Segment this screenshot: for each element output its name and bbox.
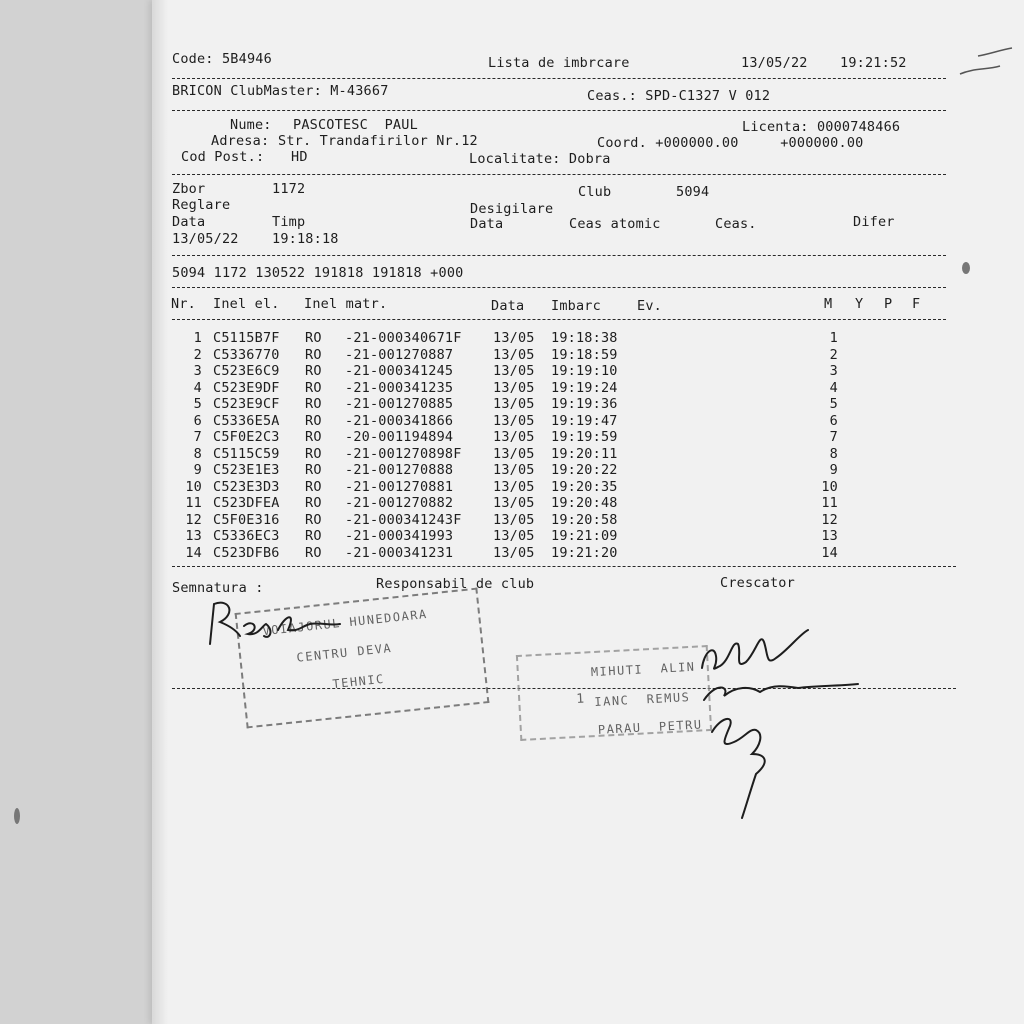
cell-date: 13/05 xyxy=(493,511,535,528)
cell-inel-el: C5F0E2C3 xyxy=(213,429,280,445)
cell-country: RO xyxy=(305,478,322,495)
breeder-label: Crescator xyxy=(720,575,795,591)
clock-label: Ceas. xyxy=(715,216,757,232)
cell-inel-matr: -21-000340671F xyxy=(345,330,462,346)
scan-speck xyxy=(14,808,20,824)
cell-country: RO xyxy=(305,495,322,511)
cell-inel-matr: -21-000341231 xyxy=(345,544,454,561)
cell-country: RO xyxy=(305,363,322,379)
reglare-date: 13/05/22 xyxy=(172,231,239,247)
owner-name: PASCOTESC PAUL xyxy=(293,117,418,133)
cell-inel-el: C5336E5A xyxy=(213,412,280,429)
cell-date: 13/05 xyxy=(493,412,535,429)
reglare-label: Reglare xyxy=(172,197,231,213)
cell-country: RO xyxy=(305,511,322,528)
reglare-time: 19:18:18 xyxy=(272,231,339,247)
cell-inel-matr: -21-001270898F xyxy=(345,445,462,462)
cell-nr: 10 xyxy=(185,478,202,495)
cell-nr: 13 xyxy=(185,528,202,544)
cell-inel-el: C523E3D3 xyxy=(213,478,280,495)
cell-date: 13/05 xyxy=(493,379,535,396)
cell-time: 19:19:47 xyxy=(551,412,618,429)
date-column-label: Data xyxy=(172,214,206,230)
scan-mark xyxy=(956,44,1016,78)
cell-time: 19:20:35 xyxy=(551,478,618,495)
cell-nr: 6 xyxy=(193,412,202,429)
cell-date: 13/05 xyxy=(493,478,535,495)
col-imbarc: Imbarc xyxy=(551,298,601,314)
table-row xyxy=(0,462,1024,479)
cell-inel-matr: -21-000341235 xyxy=(345,379,454,396)
cell-time: 19:18:59 xyxy=(551,346,618,363)
cell-inel-matr: -21-001270882 xyxy=(345,495,454,511)
cell-m: 7 xyxy=(829,429,838,445)
cell-date: 13/05 xyxy=(493,528,535,544)
flight-summary: 5094 1172 130522 191818 191818 +000 xyxy=(172,265,464,281)
table-row xyxy=(0,396,1024,413)
stamp-line: MIHUTI ALIN xyxy=(590,659,696,680)
stamp-line: CENTRU DEVA xyxy=(295,640,393,665)
cell-m: 6 xyxy=(829,412,838,429)
cell-m: 3 xyxy=(829,363,838,379)
cell-inel-el: C523E9DF xyxy=(213,379,280,396)
cell-inel-el: C5115C59 xyxy=(213,445,280,462)
stamp-line: IANC REMUS xyxy=(594,690,691,710)
cell-inel-el: C523DFEA xyxy=(213,495,280,511)
cell-country: RO xyxy=(305,429,322,445)
cell-time: 19:18:38 xyxy=(551,330,618,346)
cell-inel-matr: -21-001270887 xyxy=(345,346,454,363)
device-model: BRICON ClubMaster: M-43667 xyxy=(172,83,389,99)
print-time: 19:21:52 xyxy=(840,55,907,71)
owner-address: Str. Trandafirilor Nr.12 xyxy=(278,133,478,149)
cell-nr: 1 xyxy=(193,330,202,346)
cell-time: 19:20:58 xyxy=(551,511,618,528)
table-row xyxy=(0,347,1024,364)
cell-inel-matr: -20-001194894 xyxy=(345,429,454,445)
separator xyxy=(172,174,946,175)
cell-nr: 11 xyxy=(185,495,202,511)
cell-date: 13/05 xyxy=(493,346,535,363)
col-p: P xyxy=(884,296,893,312)
club-label: Club xyxy=(578,184,612,200)
cell-inel-matr: -21-000341993 xyxy=(345,528,454,544)
club-responsible-label: Responsabil de club xyxy=(376,576,535,592)
cell-nr: 4 xyxy=(193,379,202,396)
cell-nr: 8 xyxy=(193,445,202,462)
stamp-marker: 1 xyxy=(575,691,586,707)
commission-signatures xyxy=(690,622,870,822)
cell-inel-el: C5336770 xyxy=(213,346,280,363)
stamp-line: VOIAJORUL HUNEDOARA xyxy=(261,606,429,639)
cell-nr: 9 xyxy=(193,462,202,478)
cell-m: 13 xyxy=(821,528,838,544)
cell-time: 19:20:48 xyxy=(551,495,618,511)
col-y: Y xyxy=(855,296,864,312)
cell-country: RO xyxy=(305,379,322,396)
cell-nr: 12 xyxy=(185,511,202,528)
cell-country: RO xyxy=(305,462,322,478)
cell-m: 9 xyxy=(829,462,838,478)
cell-inel-matr: -21-001270885 xyxy=(345,396,454,412)
cell-m: 2 xyxy=(829,346,838,363)
commission-stamp xyxy=(516,645,712,741)
table-row xyxy=(0,446,1024,463)
table-row xyxy=(0,512,1024,529)
desigilare-label: Desigilare xyxy=(470,201,554,217)
cell-inel-el: C523E6C9 xyxy=(213,363,280,379)
cell-date: 13/05 xyxy=(493,462,535,478)
col-inel-el: Inel el. xyxy=(213,296,280,312)
col-nr: Nr. xyxy=(171,296,196,312)
table-row xyxy=(0,413,1024,430)
cell-inel-el: C5336EC3 xyxy=(213,528,280,544)
table-row xyxy=(0,380,1024,397)
separator xyxy=(172,110,946,111)
cell-time: 19:21:09 xyxy=(551,528,618,544)
cell-inel-matr: -21-001270881 xyxy=(345,478,454,495)
cell-nr: 7 xyxy=(193,429,202,445)
cell-date: 13/05 xyxy=(493,495,535,511)
postcode: HD xyxy=(291,149,308,165)
address-label: Adresa: xyxy=(211,133,270,149)
cell-date: 13/05 xyxy=(493,544,535,561)
difference-label: Difer xyxy=(853,214,895,230)
cell-nr: 2 xyxy=(193,346,202,363)
cell-m: 1 xyxy=(829,330,838,346)
cell-m: 12 xyxy=(821,511,838,528)
cell-inel-el: C523DFB6 xyxy=(213,544,280,561)
flight-label: Zbor xyxy=(172,181,206,197)
cell-inel-matr: -21-000341243F xyxy=(345,511,462,528)
cell-m: 11 xyxy=(821,495,838,511)
signature-label: Semnatura : xyxy=(172,580,264,596)
cell-m: 14 xyxy=(821,544,838,561)
cell-m: 5 xyxy=(829,396,838,412)
cell-date: 13/05 xyxy=(493,396,535,412)
cell-date: 13/05 xyxy=(493,445,535,462)
stamp-line: PARAU PETRU xyxy=(597,717,703,737)
col-inel-matr: Inel matr. xyxy=(304,296,388,312)
table-row xyxy=(0,528,1024,545)
cell-country: RO xyxy=(305,396,322,412)
stamp-line: TEHNIC xyxy=(331,671,386,692)
table-row xyxy=(0,479,1024,496)
cell-time: 19:20:11 xyxy=(551,445,618,462)
flight-number: 1172 xyxy=(272,181,306,197)
cell-nr: 5 xyxy=(193,396,202,412)
cell-inel-el: C523E9CF xyxy=(213,396,280,412)
cell-inel-el: C523E1E3 xyxy=(213,462,280,478)
table-row xyxy=(0,495,1024,512)
document-title: Lista de imbrcare xyxy=(488,55,630,71)
cell-date: 13/05 xyxy=(493,429,535,445)
cell-time: 19:20:22 xyxy=(551,462,618,478)
cell-nr: 3 xyxy=(193,363,202,379)
print-date: 13/05/22 xyxy=(741,55,808,71)
cell-inel-matr: -21-001270888 xyxy=(345,462,454,478)
cell-m: 8 xyxy=(829,445,838,462)
separator xyxy=(172,319,946,320)
date-column-label-2: Data xyxy=(470,216,504,232)
cell-inel-matr: -21-000341866 xyxy=(345,412,454,429)
cell-country: RO xyxy=(305,346,322,363)
club-number: 5094 xyxy=(676,184,710,200)
cell-country: RO xyxy=(305,330,322,346)
col-data: Data xyxy=(491,298,525,314)
atomic-clock-label: Ceas atomic xyxy=(569,216,661,232)
table-row xyxy=(0,330,1024,347)
cell-m: 10 xyxy=(821,478,838,495)
table-row xyxy=(0,545,1024,562)
code-label: Code: 5B4946 xyxy=(172,51,272,67)
cell-time: 19:19:10 xyxy=(551,363,618,379)
table-row xyxy=(0,429,1024,446)
breeder-signature xyxy=(200,596,350,656)
separator xyxy=(172,566,956,567)
postcode-label: Cod Post.: xyxy=(181,149,265,165)
cell-date: 13/05 xyxy=(493,363,535,379)
license-number: Licenta: 0000748466 xyxy=(742,119,901,135)
col-ev: Ev. xyxy=(637,298,662,314)
separator xyxy=(172,287,946,288)
cell-date: 13/05 xyxy=(493,330,535,346)
separator xyxy=(172,255,946,256)
separator xyxy=(172,78,946,79)
table-row xyxy=(0,363,1024,380)
coordinates: Coord. +000000.00 +000000.00 xyxy=(597,135,864,151)
locality: Localitate: Dobra xyxy=(469,151,611,167)
time-column-label: Timp xyxy=(272,214,306,230)
cell-country: RO xyxy=(305,412,322,429)
cell-country: RO xyxy=(305,445,322,462)
scan-speck xyxy=(962,262,970,274)
name-label: Nume: xyxy=(230,117,272,133)
cell-time: 19:19:59 xyxy=(551,429,618,445)
cell-country: RO xyxy=(305,544,322,561)
cell-time: 19:21:20 xyxy=(551,544,618,561)
col-m: M xyxy=(824,296,833,312)
cell-m: 4 xyxy=(829,379,838,396)
cell-inel-matr: -21-000341245 xyxy=(345,363,454,379)
clock-model: Ceas.: SPD-C1327 V 012 xyxy=(587,88,771,104)
cell-time: 19:19:36 xyxy=(551,396,618,412)
cell-country: RO xyxy=(305,528,322,544)
cell-nr: 14 xyxy=(185,544,202,561)
cell-time: 19:19:24 xyxy=(551,379,618,396)
cell-inel-el: C5115B7F xyxy=(213,330,280,346)
cell-inel-el: C5F0E316 xyxy=(213,511,280,528)
col-f: F xyxy=(912,296,921,312)
